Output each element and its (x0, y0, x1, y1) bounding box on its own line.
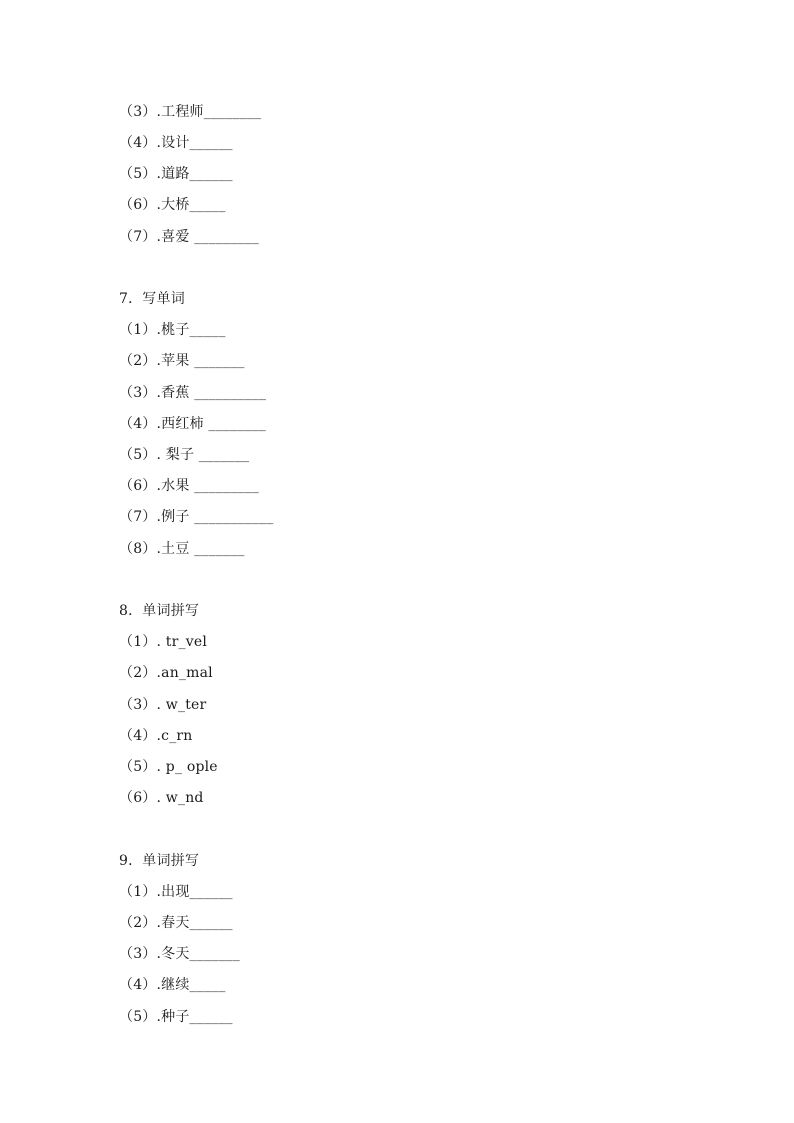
list-item: （2）.苹果 _______ (119, 353, 245, 369)
list-item: （4）.c_rn (119, 728, 193, 744)
list-item: （6）.水果 _________ (119, 478, 260, 494)
question-title: 8．单词拼写 (119, 603, 200, 619)
list-item: （7）.例子 ___________ (119, 509, 274, 525)
list-item: （5）.种子______ (119, 1009, 233, 1025)
list-item: （3）.香蕉 __________ (119, 385, 267, 401)
list-item: （1）. tr_vel (119, 634, 207, 650)
list-item: （6）.大桥_____ (119, 197, 226, 213)
list-item: （6）. w_nd (119, 790, 204, 806)
list-item: （4）.西红柿 ________ (119, 416, 267, 432)
list-item: （5）.道路______ (119, 166, 233, 182)
list-item: （1）.桃子_____ (119, 322, 226, 338)
list-item: （5）. 梨子 _______ (119, 447, 250, 463)
list-item: （8）.土豆 _______ (119, 541, 245, 557)
list-item: （2）.an_mal (119, 665, 213, 681)
list-item: （2）.春天______ (119, 915, 233, 931)
list-item: （4）.设计______ (119, 135, 233, 151)
list-item: （1）.出现______ (119, 884, 233, 900)
list-item: （3）. w_ter (119, 697, 207, 713)
list-item: （7）.喜爱 _________ (119, 229, 260, 245)
list-item: （5）. p_ ople (119, 759, 218, 775)
list-item: （3）.工程师________ (119, 104, 262, 120)
list-item: （3）.冬天_______ (119, 946, 240, 962)
question-title: 9．单词拼写 (119, 853, 200, 869)
question-title: 7．写单词 (119, 291, 185, 307)
list-item: （4）.继续_____ (119, 977, 226, 993)
